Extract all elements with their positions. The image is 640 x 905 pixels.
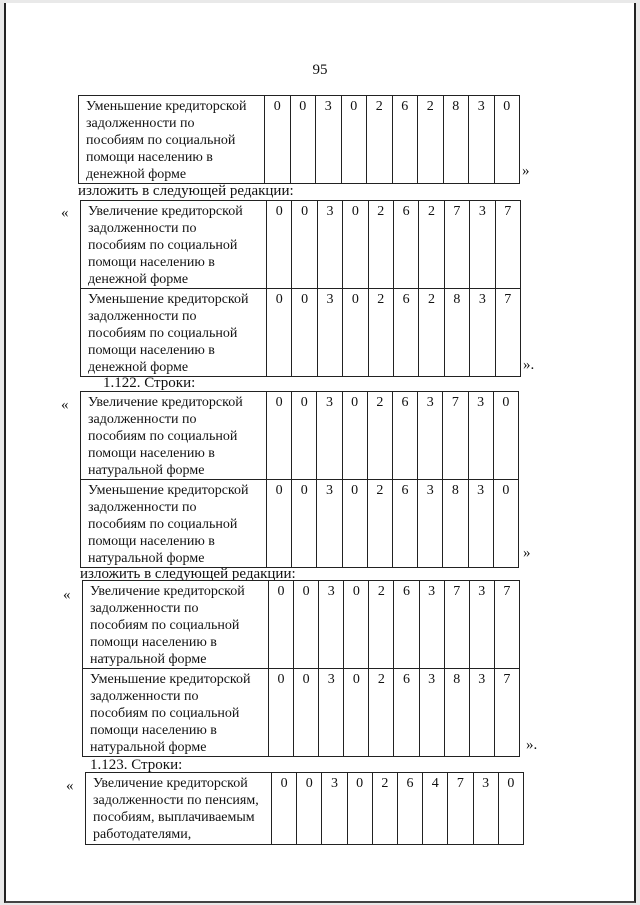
code-digit: 6 <box>394 581 419 669</box>
code-digit: 2 <box>368 289 393 377</box>
row-label-line: задолженности по <box>88 500 197 515</box>
code-digit: 7 <box>494 669 519 757</box>
code-digit: 6 <box>393 289 418 377</box>
code-digit: 0 <box>267 201 292 289</box>
code-digit: 3 <box>319 669 344 757</box>
row-label-line: Увеличение кредиторской <box>90 584 245 599</box>
code-digit: 3 <box>316 96 342 184</box>
code-digit: 6 <box>392 96 418 184</box>
opening-quote: « <box>61 205 69 221</box>
code-digit: 0 <box>294 669 319 757</box>
code-digit: 2 <box>369 669 394 757</box>
code-digit: 7 <box>448 773 473 845</box>
opening-quote: « <box>63 587 71 603</box>
row-label-line: натуральной форме <box>88 551 205 566</box>
code-digit: 0 <box>347 773 372 845</box>
row-label-line: помощи населению в <box>88 534 215 549</box>
row-label <box>86 773 272 845</box>
row-label-line: натуральной форме <box>90 652 207 667</box>
code-digit: 3 <box>469 669 494 757</box>
table-row <box>81 480 519 568</box>
row-label-line: задолженности по <box>88 221 197 236</box>
row-label-line: пособиям, выплачиваемым <box>93 810 255 825</box>
row-label <box>79 96 265 184</box>
code-digit: 7 <box>495 289 520 377</box>
row-label <box>81 289 267 377</box>
row-label-line: Увеличение кредиторской <box>93 776 248 791</box>
code-digit: 3 <box>419 669 444 757</box>
code-digit: 2 <box>367 480 392 568</box>
code-table <box>85 772 524 845</box>
closing-quote: » <box>523 545 531 561</box>
code-digit: 0 <box>344 581 369 669</box>
code-digit: 0 <box>342 480 367 568</box>
code-digit: 2 <box>367 96 393 184</box>
code-digit: 6 <box>394 669 419 757</box>
code-digit: 0 <box>265 96 291 184</box>
code-digit: 3 <box>469 581 494 669</box>
section-heading: 1.122. Строки: <box>103 375 196 391</box>
table-row <box>83 581 520 669</box>
row-label-line: задолженности по <box>88 309 197 324</box>
opening-quote: « <box>61 397 69 413</box>
row-label-line: Уменьшение кредиторской <box>86 99 247 114</box>
row-label-line: пособиям по социальной <box>90 618 240 633</box>
code-digit: 7 <box>494 581 519 669</box>
row-label-line: помощи населению в <box>86 150 213 165</box>
code-digit: 0 <box>342 392 367 480</box>
code-digit: 7 <box>443 392 468 480</box>
code-digit: 0 <box>344 669 369 757</box>
code-digit: 3 <box>469 96 495 184</box>
code-digit: 0 <box>494 96 520 184</box>
row-label-line: натуральной форме <box>88 463 205 478</box>
code-digit: 0 <box>294 581 319 669</box>
code-digit: 6 <box>393 201 418 289</box>
code-digit: 0 <box>267 289 292 377</box>
instruction-text: изложить в следующей редакции: <box>80 566 296 582</box>
code-digit: 2 <box>367 392 392 480</box>
section-heading: 1.123. Строки: <box>90 757 183 773</box>
row-label-line: пособиям по социальной <box>88 326 238 341</box>
row-label-line: натуральной форме <box>90 740 207 755</box>
code-digit: 0 <box>498 773 523 845</box>
code-digit: 3 <box>319 581 344 669</box>
row-label-line: задолженности по <box>90 689 199 704</box>
code-digit: 6 <box>392 392 417 480</box>
code-digit: 3 <box>418 480 443 568</box>
table-row <box>86 773 524 845</box>
code-digit: 0 <box>292 392 317 480</box>
row-label-line: пособиям по социальной <box>90 706 240 721</box>
row-label <box>81 480 267 568</box>
code-digit: 0 <box>343 289 368 377</box>
row-label-line: Увеличение кредиторской <box>88 395 243 410</box>
code-digit: 2 <box>418 96 444 184</box>
row-label-line: задолженности по <box>86 116 195 131</box>
closing-quote: » <box>522 163 530 179</box>
code-digit: 3 <box>470 201 495 289</box>
code-digit: 3 <box>317 289 342 377</box>
table-row <box>81 201 521 289</box>
row-label-line: помощи населению в <box>90 635 217 650</box>
code-digit: 3 <box>418 392 443 480</box>
table-row <box>81 289 521 377</box>
table-row <box>79 96 520 184</box>
opening-quote: « <box>66 778 74 794</box>
code-digit: 0 <box>493 480 518 568</box>
code-digit: 8 <box>443 96 469 184</box>
table-row <box>83 669 520 757</box>
code-digit: 3 <box>419 581 444 669</box>
code-digit: 8 <box>444 289 469 377</box>
code-digit: 2 <box>419 201 444 289</box>
code-digit: 0 <box>267 480 292 568</box>
code-digit: 3 <box>468 392 493 480</box>
row-label-line: Уменьшение кредиторской <box>90 672 251 687</box>
code-digit: 0 <box>343 201 368 289</box>
code-digit: 0 <box>292 289 317 377</box>
code-digit: 0 <box>272 773 297 845</box>
code-digit: 0 <box>269 581 294 669</box>
code-digit: 0 <box>341 96 367 184</box>
code-digit: 0 <box>292 480 317 568</box>
code-digit: 7 <box>444 201 469 289</box>
row-label-line: Уменьшение кредиторской <box>88 292 249 307</box>
code-digit: 3 <box>473 773 498 845</box>
row-label <box>83 581 269 669</box>
code-digit: 6 <box>392 480 417 568</box>
code-digit: 3 <box>468 480 493 568</box>
instruction-text: изложить в следующей редакции: <box>78 183 294 199</box>
code-table <box>78 95 520 184</box>
code-digit: 3 <box>317 392 342 480</box>
row-label <box>81 201 267 289</box>
code-digit: 3 <box>470 289 495 377</box>
row-label-line: помощи населению в <box>88 255 215 270</box>
code-table <box>80 391 519 568</box>
page-number: 95 <box>312 62 328 78</box>
row-label-line: помощи населению в <box>88 446 215 461</box>
code-digit: 4 <box>423 773 448 845</box>
code-digit: 3 <box>317 201 342 289</box>
code-table <box>80 200 521 377</box>
code-digit: 7 <box>444 581 469 669</box>
row-label-line: пособиям по социальной <box>86 133 236 148</box>
closing-quote: ». <box>526 737 538 753</box>
row-label-line: денежной форме <box>86 167 187 182</box>
closing-quote: ». <box>523 357 535 373</box>
code-digit: 0 <box>297 773 322 845</box>
code-digit: 0 <box>290 96 316 184</box>
row-label-line: пособиям по социальной <box>88 238 238 253</box>
code-digit: 6 <box>397 773 422 845</box>
code-digit: 0 <box>493 392 518 480</box>
row-label <box>83 669 269 757</box>
row-label-line: денежной форме <box>88 272 189 287</box>
row-label-line: денежной форме <box>88 360 189 375</box>
row-label-line: задолженности по <box>88 412 197 427</box>
row-label-line: задолженности по <box>90 601 199 616</box>
table-row <box>81 392 519 480</box>
code-digit: 2 <box>368 201 393 289</box>
code-digit: 0 <box>292 201 317 289</box>
code-digit: 3 <box>322 773 347 845</box>
code-digit: 8 <box>444 669 469 757</box>
code-digit: 2 <box>372 773 397 845</box>
code-digit: 0 <box>269 669 294 757</box>
code-digit: 7 <box>495 201 520 289</box>
code-digit: 0 <box>267 392 292 480</box>
code-digit: 8 <box>443 480 468 568</box>
code-digit: 2 <box>369 581 394 669</box>
code-digit: 2 <box>419 289 444 377</box>
row-label-line: помощи населению в <box>88 343 215 358</box>
code-digit: 3 <box>317 480 342 568</box>
code-table <box>82 580 520 757</box>
row-label-line: работодателями, <box>93 827 192 842</box>
row-label-line: Уменьшение кредиторской <box>88 483 249 498</box>
row-label-line: задолженности по пенсиям, <box>93 793 259 808</box>
row-label <box>81 392 267 480</box>
row-label-line: пособиям по социальной <box>88 429 238 444</box>
row-label-line: пособиям по социальной <box>88 517 238 532</box>
row-label-line: Увеличение кредиторской <box>88 204 243 219</box>
row-label-line: помощи населению в <box>90 723 217 738</box>
